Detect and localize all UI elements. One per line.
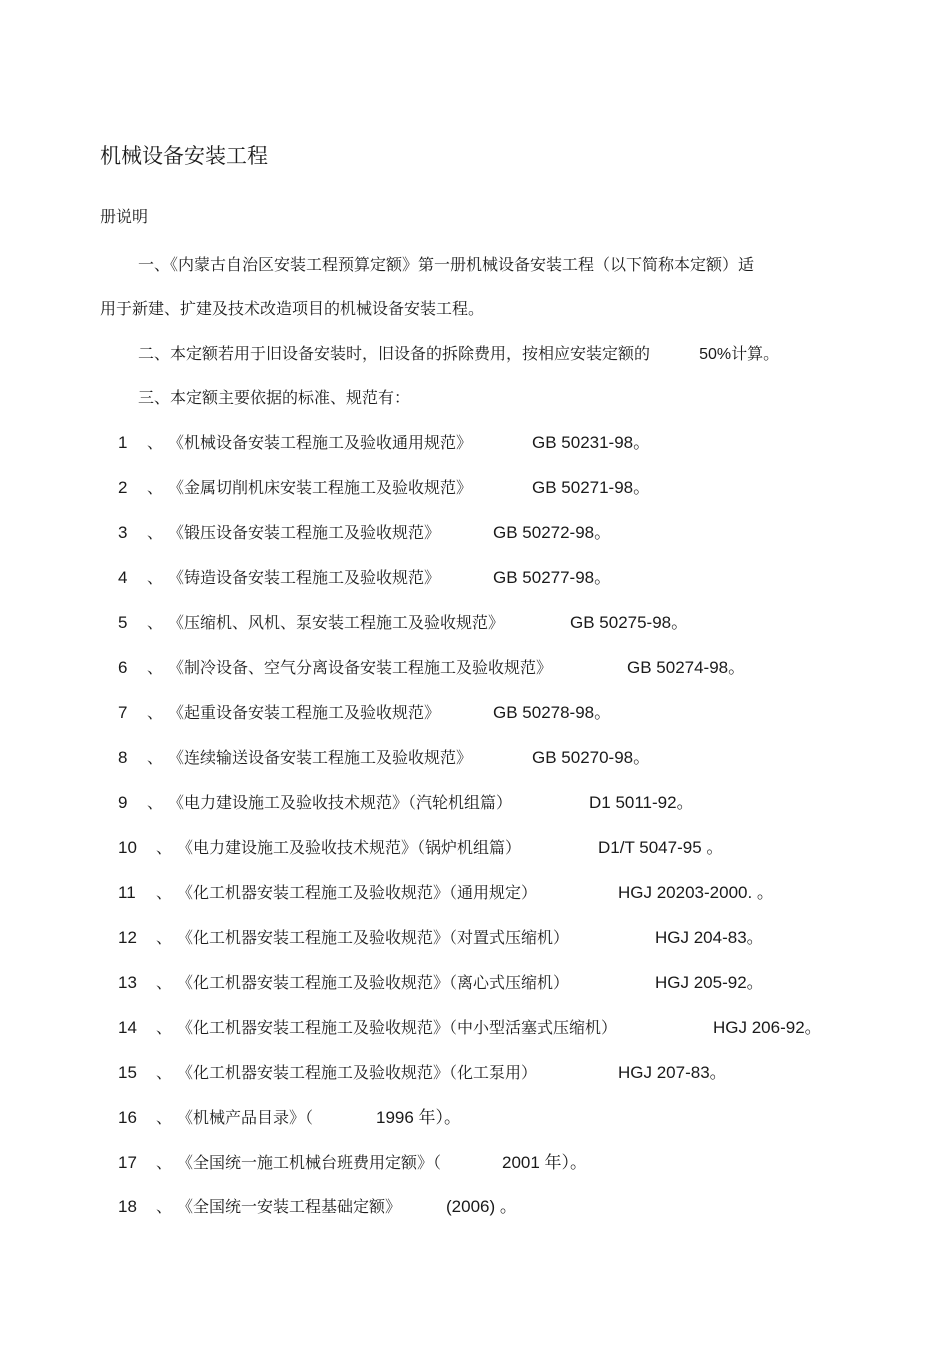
- standard-code: GB 50274-98。: [627, 658, 746, 677]
- standard-title: 《化工机器安装工程施工及验收规范》（离心式压缩机）: [177, 973, 570, 992]
- standard-title: 《金属切削机床安装工程施工及验收规范》: [168, 478, 473, 497]
- standard-title: 《锻压设备安装工程施工及验收规范》: [168, 523, 441, 542]
- standard-item: [0, 926, 950, 950]
- standard-title: 《机械设备安装工程施工及验收通用规范》: [168, 433, 473, 452]
- standard-number: 8: [118, 748, 128, 767]
- standard-separator: 、: [147, 433, 164, 452]
- standard-number: 16: [118, 1108, 137, 1127]
- standard-title: 《机械产品目录》（: [177, 1108, 314, 1127]
- document-title: 机械设备安装工程: [100, 144, 268, 168]
- standard-number: 2: [118, 478, 128, 497]
- standard-number: 4: [118, 568, 128, 587]
- standard-number: 13: [118, 973, 137, 992]
- standard-title: 《铸造设备安装工程施工及验收规范》: [168, 568, 441, 587]
- standard-separator: 、: [147, 703, 164, 722]
- standard-code: GB 50272-98。: [493, 523, 612, 542]
- standard-number: 11: [118, 883, 136, 902]
- standard-title: 《连续输送设备安装工程施工及验收规范》: [168, 748, 473, 767]
- standard-number: 10: [118, 838, 137, 857]
- standard-item: [0, 701, 950, 725]
- standard-item: [0, 1195, 950, 1219]
- standard-title: 《全国统一施工机械台班费用定额》（: [177, 1153, 442, 1172]
- standard-code: GB 50275-98。: [570, 613, 689, 632]
- standard-separator: 、: [147, 523, 164, 542]
- standard-number: 17: [118, 1153, 137, 1172]
- paragraph-2-value: 50%计算。: [699, 346, 780, 363]
- standard-code: GB 50270-98。: [532, 748, 651, 767]
- standard-code: GB 50277-98。: [493, 568, 612, 587]
- standard-code: D1 5011-92。: [589, 793, 694, 812]
- standard-number: 6: [118, 658, 128, 677]
- standard-title: 《化工机器安装工程施工及验收规范》（对置式压缩机）: [177, 928, 570, 947]
- standard-item: [0, 746, 950, 770]
- standard-item: [0, 1106, 950, 1130]
- standard-code: 1996 年）。: [376, 1108, 462, 1127]
- paragraph-2-text: 二、本定额若用于旧设备安装时，旧设备的拆除费用，按相应安装定额的: [138, 344, 651, 363]
- standard-code: 2001 年）。: [502, 1153, 588, 1172]
- standard-separator: 、: [156, 1197, 173, 1216]
- standard-number: 5: [118, 613, 128, 632]
- paragraph-3: 三、本定额主要依据的标准、规范有：: [138, 388, 411, 407]
- standard-separator: 、: [156, 1063, 173, 1082]
- standard-number: 7: [118, 703, 128, 722]
- standard-separator: 、: [156, 838, 173, 857]
- standard-number: 18: [118, 1197, 137, 1216]
- standard-code: HGJ 207-83。: [618, 1063, 727, 1082]
- standard-item: [0, 566, 950, 590]
- standard-number: 15: [118, 1063, 137, 1082]
- standard-code: HGJ 205-92。: [655, 973, 764, 992]
- standard-title: 《起重设备安装工程施工及验收规范》: [168, 703, 441, 722]
- standard-separator: 、: [156, 1018, 173, 1037]
- standard-item: [0, 1061, 950, 1085]
- standard-title: 《压缩机、风机、泵安装工程施工及验收规范》: [168, 613, 505, 632]
- standard-separator: 、: [156, 883, 173, 902]
- standard-separator: 、: [156, 1108, 173, 1127]
- standard-title: 《电力建设施工及验收技术规范》（锅炉机组篇）: [177, 838, 522, 857]
- standard-item: [0, 611, 950, 635]
- standard-separator: 、: [147, 568, 164, 587]
- standard-number: 12: [118, 928, 137, 947]
- standard-code: HGJ 20203-2000. 。: [618, 883, 774, 902]
- standard-separator: 、: [147, 748, 164, 767]
- standard-item: [0, 971, 950, 995]
- standard-code: GB 50271-98。: [532, 478, 651, 497]
- standard-code: GB 50231-98。: [532, 433, 651, 452]
- standard-number: 1: [118, 433, 128, 452]
- standard-separator: 、: [147, 658, 164, 677]
- standard-title: 《化工机器安装工程施工及验收规范》（通用规定）: [177, 883, 538, 902]
- standard-title: 《制冷设备、空气分离设备安装工程施工及验收规范》: [168, 658, 553, 677]
- standard-number: 9: [118, 793, 128, 812]
- paragraph-2: [138, 343, 779, 366]
- standard-number: 3: [118, 523, 128, 542]
- standard-item: [0, 431, 950, 455]
- standard-title: 《电力建设施工及验收技术规范》（汽轮机组篇）: [168, 793, 513, 812]
- standard-item: [0, 656, 950, 680]
- standard-title: 《全国统一安装工程基础定额》: [177, 1197, 402, 1216]
- section-heading: 册说明: [100, 207, 149, 226]
- standard-item: [0, 476, 950, 500]
- standard-item: [0, 881, 950, 905]
- standard-code: HGJ 206-92。: [713, 1018, 822, 1037]
- standard-item: [0, 791, 950, 815]
- standard-item: [0, 521, 950, 545]
- standard-separator: 、: [156, 1153, 173, 1172]
- standard-code: D1/T 5047-95 。: [598, 838, 724, 857]
- standard-separator: 、: [147, 793, 164, 812]
- standard-separator: 、: [147, 478, 164, 497]
- standard-code: HGJ 204-83。: [655, 928, 764, 947]
- standard-separator: 、: [147, 613, 164, 632]
- standard-code: (2006) 。: [446, 1197, 517, 1216]
- standard-separator: 、: [156, 973, 173, 992]
- standard-number: 14: [118, 1018, 137, 1037]
- standard-title: 《化工机器安装工程施工及验收规范》（化工泵用）: [177, 1063, 538, 1082]
- standard-title: 《化工机器安装工程施工及验收规范》（中小型活塞式压缩机）: [177, 1018, 618, 1037]
- standard-item: [0, 836, 950, 860]
- paragraph-1-line-2: 用于新建、扩建及技术改造项目的机械设备安装工程。: [100, 299, 485, 318]
- standard-item: [0, 1151, 950, 1175]
- paragraph-1-line-1: 一、《内蒙古自治区安装工程预算定额》第一册机械设备安装工程（以下简称本定额）适: [138, 255, 755, 274]
- standard-separator: 、: [156, 928, 173, 947]
- standard-code: GB 50278-98。: [493, 703, 612, 722]
- standard-item: [0, 1016, 950, 1040]
